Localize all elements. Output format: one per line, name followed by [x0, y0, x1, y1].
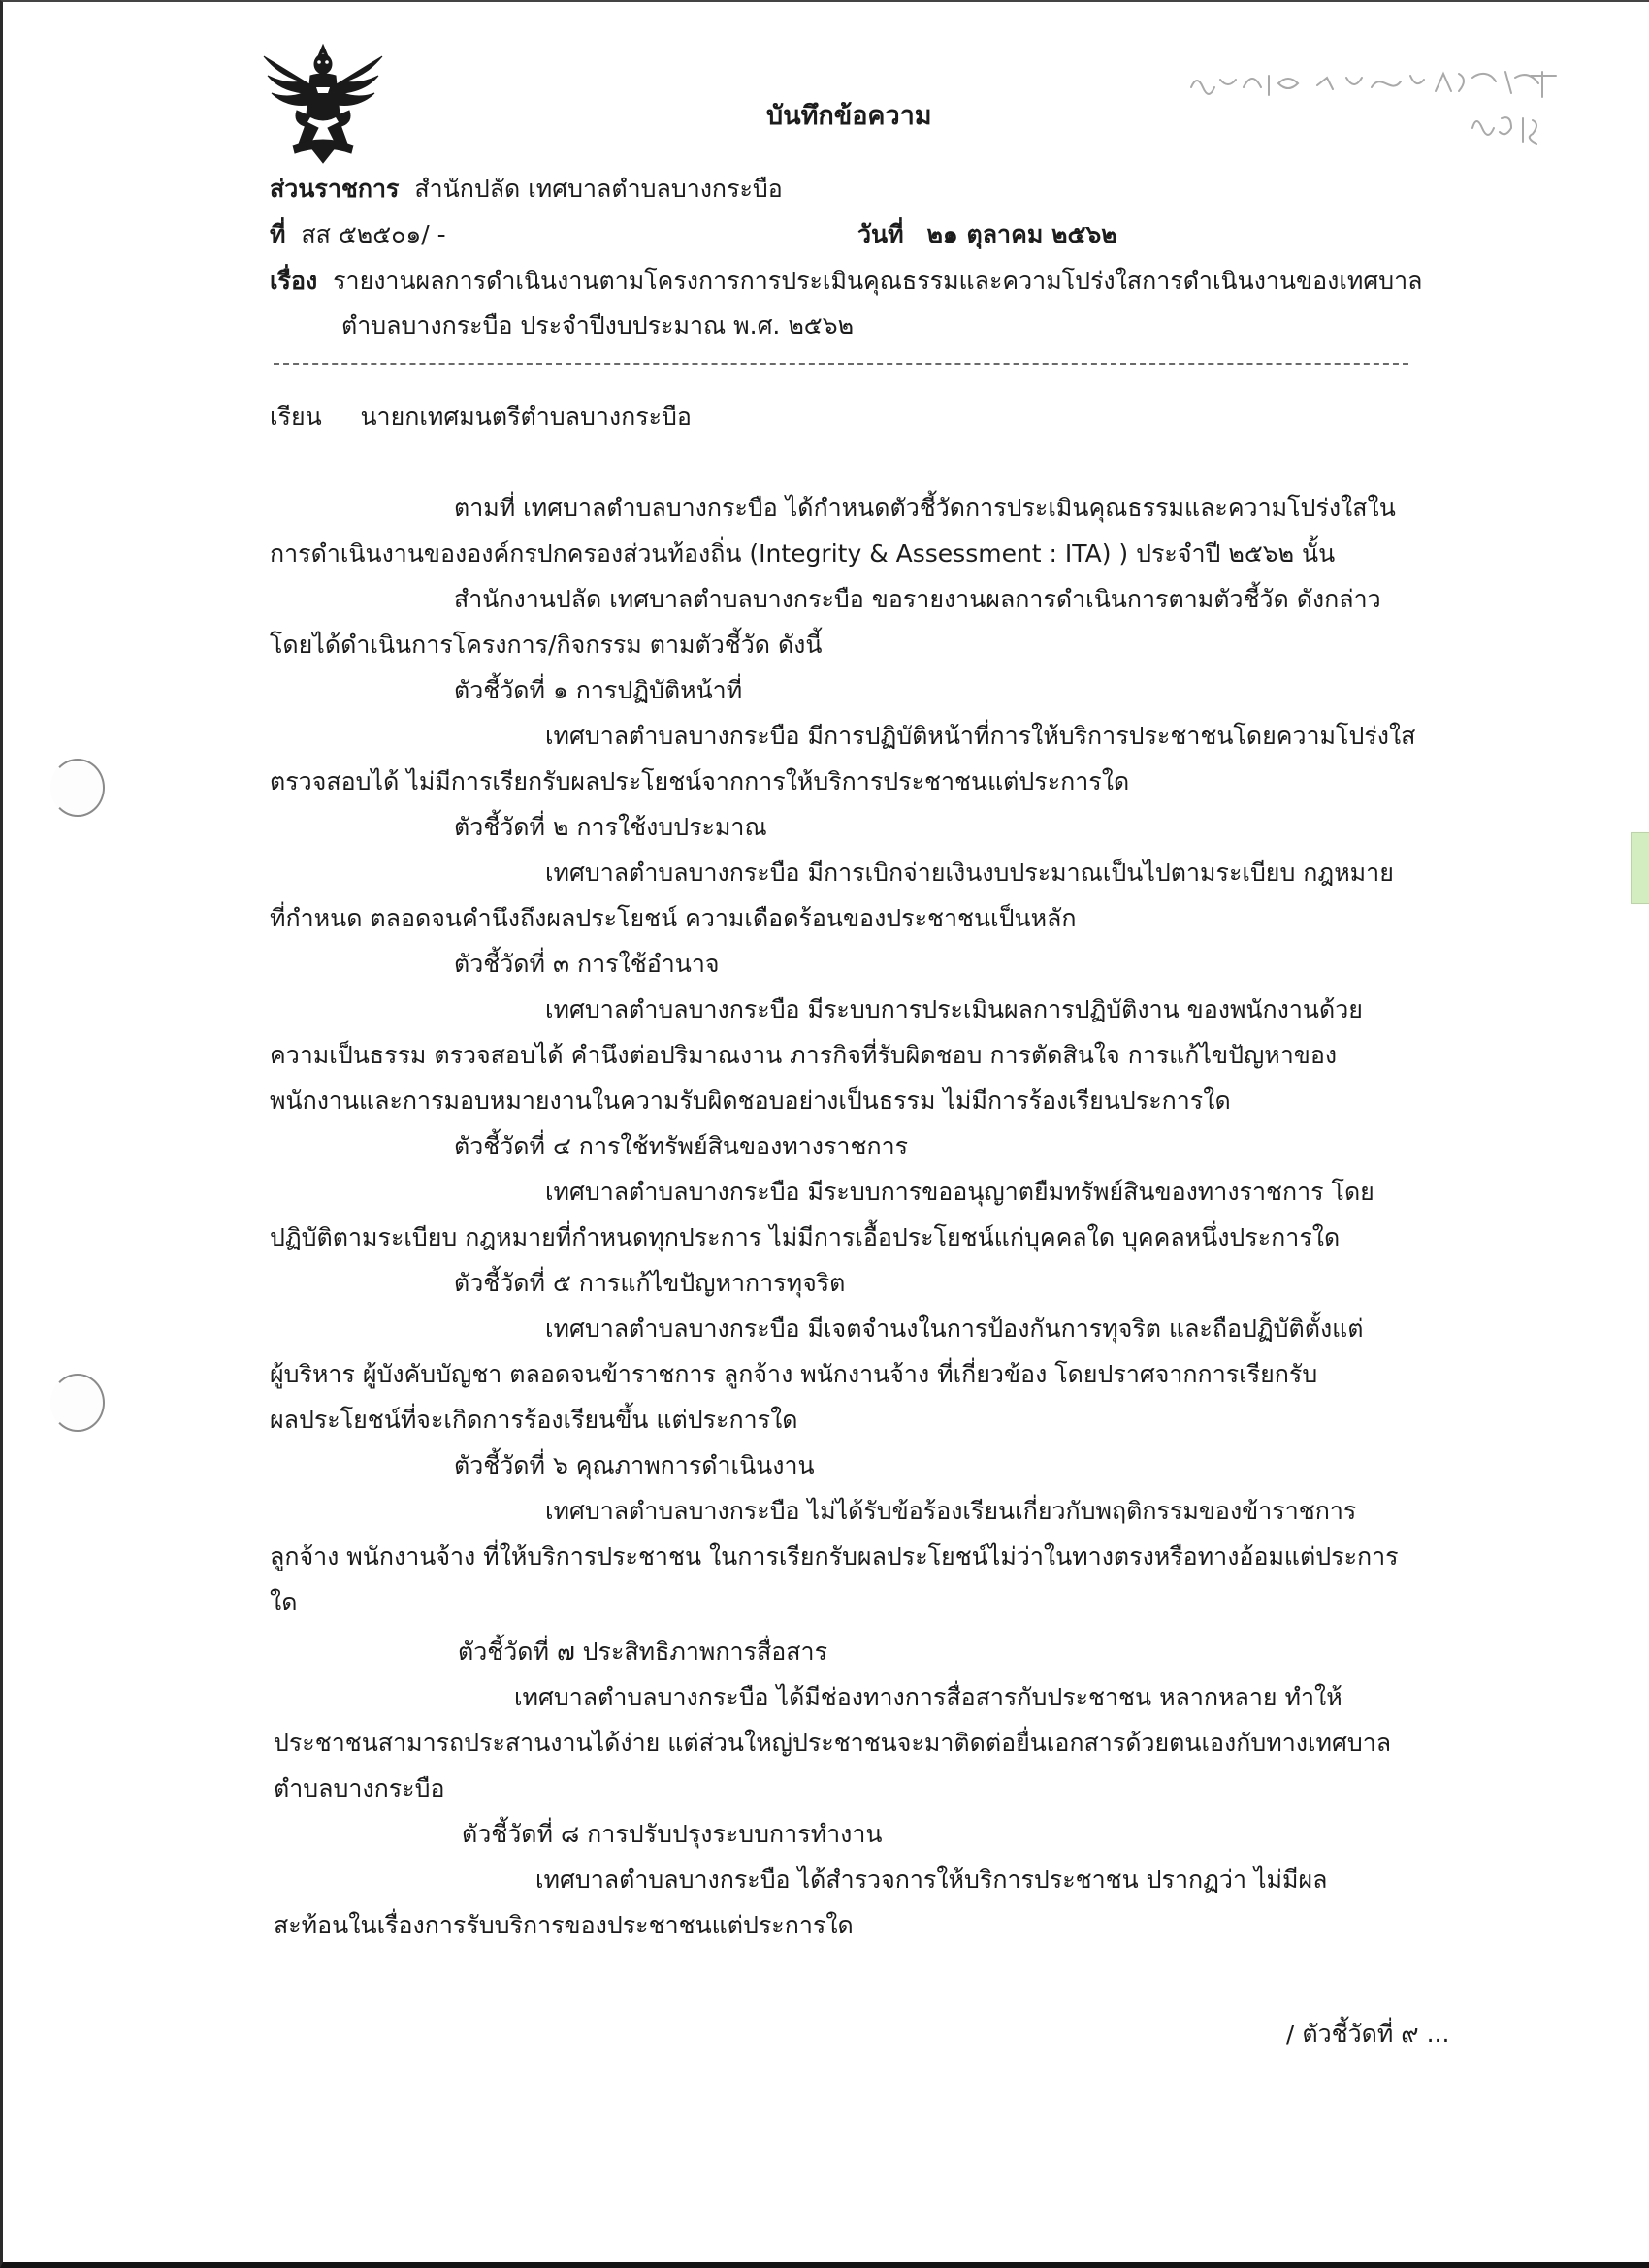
salutation-value: นายกเทศมนตรีตำบลบางกระบือ [360, 403, 692, 431]
body-line: เทศบาลตำบลบางกระบือ มีเจตจำนงในการป้องกันการทุจริต และถือปฏิบัติตั้งแต่ [545, 1314, 1364, 1343]
indicator-heading: ตัวชี้วัดที่ ๗ ประสิทธิภาพการสื่อสาร [458, 1637, 828, 1666]
subject-line [270, 262, 1422, 301]
subject-text-line-2: ตำบลบางกระบือ ประจำปีงบประมาณ พ.ศ. ๒๕๖๒ [341, 311, 855, 340]
body-line: เทศบาลตำบลบางกระบือ ไม่ได้รับข้อร้องเรียนเกี่ยวกับพฤติกรรมของข้าราชการ [545, 1497, 1357, 1525]
body-line: ลูกจ้าง พนักงานจ้าง ที่ให้บริการประชาชน ในการเรียกรับผลประโยชน์ไม่ว่าในทางตรงหรือทางอ้อมแต่ประการ [270, 1542, 1399, 1571]
body-line: การดำเนินงานขององค์กรปกครองส่วนท้องถิ่น (Integrity & Assessment : ITA) ) ประจำปี ๒๕๖๒ นั้น [270, 539, 1336, 567]
indicator-heading: ตัวชี้วัดที่ ๘ การปรับปรุงระบบการทำงาน [462, 1820, 883, 1848]
subject-text-line-1: รายงานผลการดำเนินงานตามโครงการการประเมินคุณธรรมและความโปร่งใสการดำเนินงานของเทศบาล [333, 267, 1423, 295]
body-line: ใด [270, 1588, 298, 1616]
salutation-label: เรียน [270, 403, 322, 431]
indicator-heading: ตัวชี้วัดที่ ๖ คุณภาพการดำเนินงาน [454, 1451, 815, 1479]
body-line: ตามที่ เทศบาลตำบลบางกระบือ ได้กำหนดตัวชี้วัดการประเมินคุณธรรมและความโปร่งใสใน [454, 494, 1396, 522]
garuda-emblem-icon [254, 39, 392, 167]
department-value: สำนักปลัด เทศบาลตำบลบางกระบือ [414, 175, 783, 203]
punch-hole-bottom [50, 1374, 105, 1432]
salutation-line [270, 398, 692, 437]
date-value: ๒๑ ตุลาคม ๒๕๖๒ [926, 220, 1117, 248]
body-line: เทศบาลตำบลบางกระบือ มีการเบิกจ่ายเงินงบประมาณเป็นไปตามระเบียบ กฎหมาย [545, 859, 1394, 887]
body-line: พนักงานและการมอบหมายงานในความรับผิดชอบอย่างเป็นธรรม ไม่มีการร้องเรียนประการใด [270, 1086, 1231, 1115]
body-line: ปฏิบัติตามระเบียบ กฎหมายที่กำหนดทุกประการ ไม่มีการเอื้อประโยชน์แก่บุคคลใด บุคคลหนึ่งประการใด [270, 1223, 1341, 1251]
body-line: สะท้อนในเรื่องการรับบริการของประชาชนแต่ประการใด [274, 1911, 854, 1939]
body-line: โดยได้ดำเนินการโครงการ/กิจกรรม ตามตัวชี้วัด ดังนี้ [270, 631, 823, 659]
body-line: เทศบาลตำบลบางกระบือ มีระบบการประเมินผลการปฏิบัติงาน ของพนักงานด้วย [545, 995, 1363, 1023]
body-line: เทศบาลตำบลบางกระบือ ได้มีช่องทางการสื่อสารกับประชาชน หลากหลาย ทำให้ [514, 1683, 1342, 1711]
date-label: วันที่ [857, 220, 904, 248]
punch-hole-top [50, 759, 105, 817]
indicator-heading: ตัวชี้วัดที่ ๓ การใช้อำนาจ [454, 950, 720, 978]
memo-title: บันทึกข้อความ [766, 101, 932, 131]
indicator-heading: ตัวชี้วัดที่ ๔ การใช้ทรัพย์สินของทางราชการ [454, 1132, 909, 1160]
body-line: ประชาชนสามารถประสานงานได้ง่าย แต่ส่วนใหญ่ประชาชนจะมาติดต่อยื่นเอกสารด้วยตนเองกับทางเทศบาล [274, 1729, 1392, 1757]
continuation-note: / ตัวชี้วัดที่ ๙ ... [1286, 2020, 1450, 2048]
body-line: เทศบาลตำบลบางกระบือ มีการปฏิบัติหน้าที่การให้บริการประชาชนโดยความโปร่งใส [545, 722, 1416, 750]
body-line: ที่กำหนด ตลอดจนคำนึงถึงผลประโยชน์ ความเดือดร้อนของประชาชนเป็นหลัก [270, 904, 1077, 932]
reference-value: สส ๕๒๕๐๑/ - [301, 220, 446, 248]
department-label: ส่วนราชการ [270, 175, 400, 203]
reference-label: ที่ [270, 220, 286, 248]
reference-line [270, 215, 446, 254]
date-line [857, 215, 1117, 254]
body-line: เทศบาลตำบลบางกระบือ มีระบบการขออนุญาตยืมทรัพย์สินของทางราชการ โดย [545, 1178, 1374, 1206]
body-line: ตำบลบางกระบือ [274, 1774, 445, 1802]
body-line: สำนักงานปลัด เทศบาลตำบลบางกระบือ ขอรายงานผลการดำเนินการตามตัวชี้วัด ดังกล่าว [454, 585, 1381, 613]
body-line: เทศบาลตำบลบางกระบือ ได้สำรวจการให้บริการประชาชน ปรากฏว่า ไม่มีผล [535, 1865, 1328, 1894]
indicator-heading: ตัวชี้วัดที่ ๑ การปฏิบัติหน้าที่ [454, 676, 743, 704]
page-tab-marker [1631, 832, 1649, 904]
body-line: ผู้บริหาร ผู้บังคับบัญชา ตลอดจนข้าราชการ ลูกจ้าง พนักงานจ้าง ที่เกี่ยวข้อง โดยปราศจากการเรียกรับ [270, 1360, 1318, 1388]
subject-label: เรื่อง [270, 267, 318, 295]
body-line: ความเป็นธรรม ตรวจสอบได้ คำนึงต่อปริมาณงาน ภารกิจที่รับผิดชอบ การตัดสินใจ การแก้ไขปัญหาของ [270, 1041, 1338, 1069]
body-line: ตรวจสอบได้ ไม่มีการเรียกรับผลประโยชน์จากการให้บริการประชาชนแต่ประการใด [270, 767, 1130, 795]
department-line [270, 170, 783, 209]
indicator-heading: ตัวชี้วัดที่ ๒ การใช้งบประมาณ [454, 813, 767, 841]
header-divider [274, 363, 1408, 365]
body-line: ผลประโยชน์ที่จะเกิดการร้องเรียนขึ้น แต่ประการใด [270, 1406, 798, 1434]
indicator-heading: ตัวชี้วัดที่ ๕ การแก้ไขปัญหาการทุจริต [454, 1269, 846, 1297]
handwritten-note-scribble [1181, 58, 1589, 165]
